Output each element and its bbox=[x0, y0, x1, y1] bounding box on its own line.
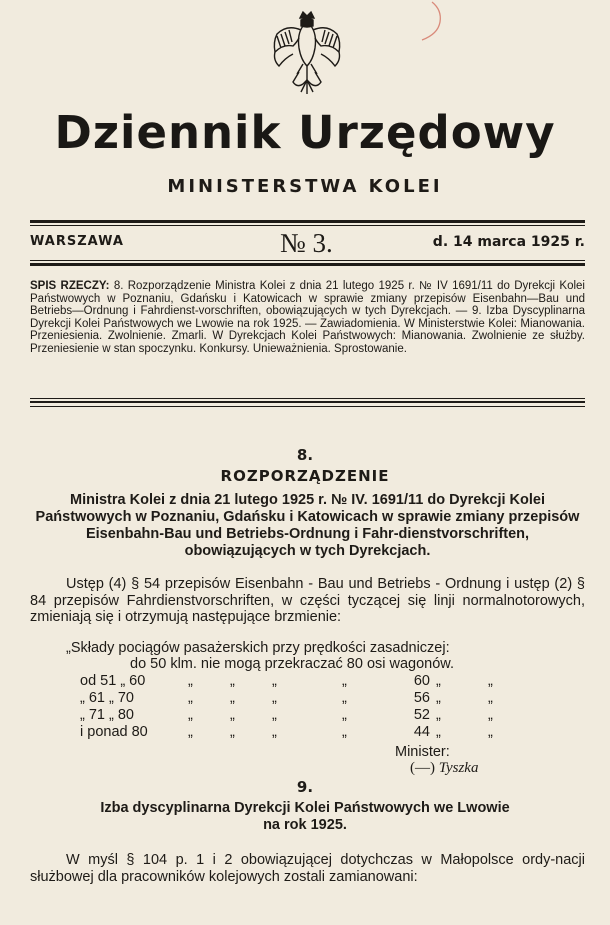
section-9-body: W myśl § 104 p. 1 i 2 obowiązującej dotychczas w Małopolsce ordy-nacji służbowej dla pracowników kolejowych zostali zamianowani: bbox=[30, 852, 585, 885]
table-row bbox=[80, 724, 510, 742]
toc-rule bbox=[30, 401, 585, 403]
row-range: „ 71 „ 80 bbox=[80, 707, 134, 723]
section-8-heading: ROZPORZĄDZENIE bbox=[220, 467, 390, 485]
toc-label: SPIS RZECZY: bbox=[30, 280, 110, 292]
pencil-mark-icon bbox=[410, 0, 450, 60]
ditto-mark: „ bbox=[188, 673, 193, 689]
signature-role: Minister: bbox=[395, 744, 450, 760]
signature bbox=[410, 760, 478, 777]
ditto-mark: „ bbox=[188, 690, 193, 706]
ditto-mark: „ bbox=[230, 724, 235, 740]
city: WARSZAWA bbox=[30, 234, 124, 249]
section-9-heading: Izba dyscyplinarna Dyrekcji Kolei Państwowych we Lwowie na rok 1925. bbox=[100, 800, 510, 833]
section-8-intro: Ministra Kolei z dnia 21 lutego 1925 r. № IV. 1691/11 do Dyrekcji Kolei Państwowych w Poznaniu, Gdańsku i Katowicach w sprawie zmiany przepisów Eisenbahn-Bau und Betriebs-Ordnung i Fahr-dienstvorschriften, obowiązujących w tych Dyrekcjach. bbox=[35, 492, 580, 559]
table-row bbox=[80, 690, 510, 708]
table-row bbox=[80, 673, 510, 691]
ditto-mark: „ bbox=[342, 690, 347, 706]
section-9-number: 9. bbox=[296, 778, 314, 796]
ditto-mark: „ bbox=[272, 673, 277, 689]
toc-text: 8. Rozporządzenie Ministra Kolei z dnia 21 lutego 1925 r. № IV 1691/11 do Dyrekcji Kolei Państwowych w Poznaniu, Gdańsku i Katowicach w sprawie zmiany przepisów Eisenbahn—Bau und Betriebs—Ordnung i Fahrdienst-vorschriften, obowiązujących w tych Dyrekcjach. — 9. Izba Dyscyplinarna Dyrekcji Kolei Państwowych we Lwowie na rok 1925. — Zawiadomienia. W Ministerstwie Kolei: Mianowania. Przeniesienia. Zwolnienie. Zmarli. W Dyrekcjach Kolei Państwowych: Mianowania. Zwolnienie ze służby. Przeniesienie w stan spoczynku. Konkursy. Unieważnienia. Sprostowanie. bbox=[30, 280, 585, 355]
ditto-mark: „ bbox=[272, 724, 277, 740]
table-row bbox=[80, 707, 510, 725]
newspaper-title: Dziennik Urzędowy bbox=[54, 106, 556, 159]
toc-rule-thin bbox=[30, 398, 585, 399]
ditto-mark: „ bbox=[342, 707, 347, 723]
eagle-emblem-icon bbox=[267, 8, 347, 96]
section-8-body: Ustęp (4) § 54 przepisów Eisenbahn - Bau und Betriebs - Ordnung i ustęp (2) § 84 przepisów Fahrdienstvorschriften, w części tyczącej się linji normalnotorowych, zmieniają się i otrzymują następujące brzmienie: bbox=[30, 576, 585, 625]
axle-table-head: do 50 klm. nie mogą przekraczać 80 osi wagonów. bbox=[130, 656, 455, 672]
row-value: 60 bbox=[413, 673, 430, 689]
ditto-mark: „ bbox=[188, 707, 193, 723]
section-8-number: 8. bbox=[296, 446, 314, 464]
ditto-mark: „ bbox=[230, 690, 235, 706]
table-of-contents bbox=[30, 280, 585, 356]
row-value: 44 bbox=[413, 724, 430, 740]
ditto-mark: „ bbox=[488, 690, 493, 706]
masthead-rule-thin bbox=[30, 260, 585, 261]
ditto-mark: „ bbox=[272, 707, 277, 723]
signature-prefix: (—) bbox=[410, 760, 435, 776]
ditto-mark: „ bbox=[230, 707, 235, 723]
masthead-row bbox=[30, 228, 585, 258]
signature-name: Tyszka bbox=[438, 760, 479, 776]
ditto-mark: „ bbox=[488, 724, 493, 740]
quote-opening: „Składy pociągów pasażerskich przy prędkości zasadniczej: bbox=[66, 640, 450, 656]
row-value: 56 bbox=[413, 690, 430, 706]
ditto-mark: „ bbox=[488, 673, 493, 689]
ditto-mark: „ bbox=[342, 673, 347, 689]
ditto-mark: „ bbox=[188, 724, 193, 740]
newspaper-subtitle: MINISTERSTWA KOLEI bbox=[167, 176, 443, 197]
ditto-mark: „ bbox=[436, 690, 441, 706]
ditto-mark: „ bbox=[436, 707, 441, 723]
row-range: od 51 „ 60 bbox=[80, 673, 146, 689]
ditto-mark: „ bbox=[488, 707, 493, 723]
row-range: „ 61 „ 70 bbox=[80, 690, 134, 706]
ditto-mark: „ bbox=[436, 724, 441, 740]
masthead-rule bbox=[30, 263, 585, 266]
ditto-mark: „ bbox=[342, 724, 347, 740]
ditto-mark: „ bbox=[230, 673, 235, 689]
issue-number: № 3. bbox=[280, 228, 333, 258]
row-range: i ponad 80 bbox=[80, 724, 148, 740]
top-rule-thin bbox=[30, 225, 585, 226]
toc-rule-thin-2 bbox=[30, 406, 585, 407]
top-rule bbox=[30, 220, 585, 223]
issue-date: d. 14 marca 1925 r. bbox=[432, 234, 585, 250]
ditto-mark: „ bbox=[272, 690, 277, 706]
row-value: 52 bbox=[413, 707, 430, 723]
ditto-mark: „ bbox=[436, 673, 441, 689]
